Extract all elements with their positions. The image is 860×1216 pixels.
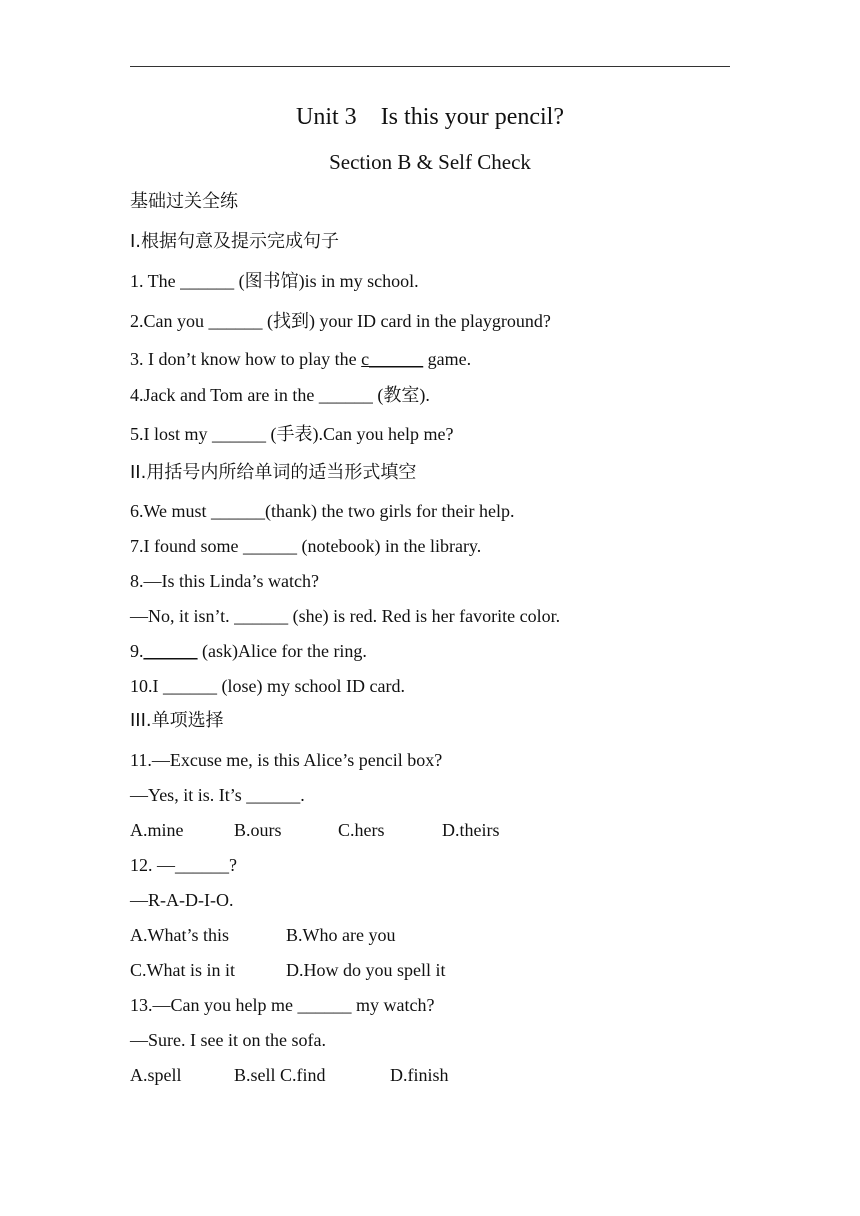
section-heading: 基础过关全练 — [130, 191, 238, 212]
question-5: 5.I lost my ______ (手表).Can you help me? — [130, 424, 454, 444]
option-d: D.theirs — [442, 820, 500, 840]
question-9-rest: (ask)Alice for the ring. — [197, 641, 367, 661]
unit-label: Unit 3 — [296, 104, 357, 130]
option-b: B.ours — [234, 820, 282, 840]
option-d: D.How do you spell it — [286, 960, 446, 980]
option-a: A.mine — [130, 820, 184, 840]
unit-name: Is this your pencil? — [380, 104, 564, 130]
question-3-pre: 3. I don’t know how to play the — [130, 349, 362, 369]
option-c: C.hers — [338, 820, 385, 840]
question-10: 10.I ______ (lose) my school ID card. — [130, 676, 405, 696]
part1-heading: I.根据句意及提示完成句子 — [130, 231, 340, 252]
option-a: A.spell — [130, 1065, 182, 1085]
question-8-answer: —No, it isn’t. ______ (she) is red. Red is her favorite color. — [130, 606, 561, 626]
question-12-options-row1 — [130, 923, 395, 947]
question-3-post: game. — [423, 349, 472, 369]
question-1: 1. The ______ (图书馆)is in my school. — [130, 271, 419, 291]
question-11-options — [130, 818, 500, 842]
question-2: 2.Can you ______ (找到) your ID card in the playground? — [130, 311, 551, 331]
question-11-question: 11.—Excuse me, is this Alice’s pencil box? — [130, 750, 443, 770]
option-d: D.finish — [390, 1065, 449, 1085]
question-12-answer: —R-A-D-I-O. — [130, 890, 234, 910]
question-9 — [130, 639, 367, 663]
question-13-question: 13.—Can you help me ______ my watch? — [130, 995, 435, 1015]
option-a: A.What’s this — [130, 925, 229, 945]
header-rule — [130, 66, 730, 67]
question-13-options — [130, 1063, 449, 1087]
part3-heading: III.单项选择 — [130, 710, 224, 731]
question-6: 6.We must ______(thank) the two girls for their help. — [130, 501, 515, 521]
question-13-answer: —Sure. I see it on the sofa. — [130, 1030, 326, 1050]
question-4: 4.Jack and Tom are in the ______ (教室). — [130, 385, 430, 405]
question-9-blank: ______ — [143, 641, 198, 661]
section-subtitle: Section B & Self Check — [329, 150, 531, 174]
question-3 — [130, 347, 471, 371]
question-8-question: 8.—Is this Linda’s watch? — [130, 571, 319, 591]
question-9-number: 9. — [130, 641, 144, 661]
part2-heading: II.用括号内所给单词的适当形式填空 — [130, 462, 417, 483]
option-b-c: B.sell C.find — [234, 1065, 326, 1085]
question-3-hint-blank: c______ — [361, 349, 424, 369]
unit-title — [0, 104, 860, 131]
option-b: B.Who are you — [286, 925, 396, 945]
question-7: 7.I found some ______ (notebook) in the library. — [130, 536, 482, 556]
option-c: C.What is in it — [130, 960, 235, 980]
question-12-options-row2 — [130, 958, 446, 982]
question-11-answer: —Yes, it is. It’s ______. — [130, 785, 305, 805]
question-12-question: 12. —______? — [130, 855, 237, 875]
